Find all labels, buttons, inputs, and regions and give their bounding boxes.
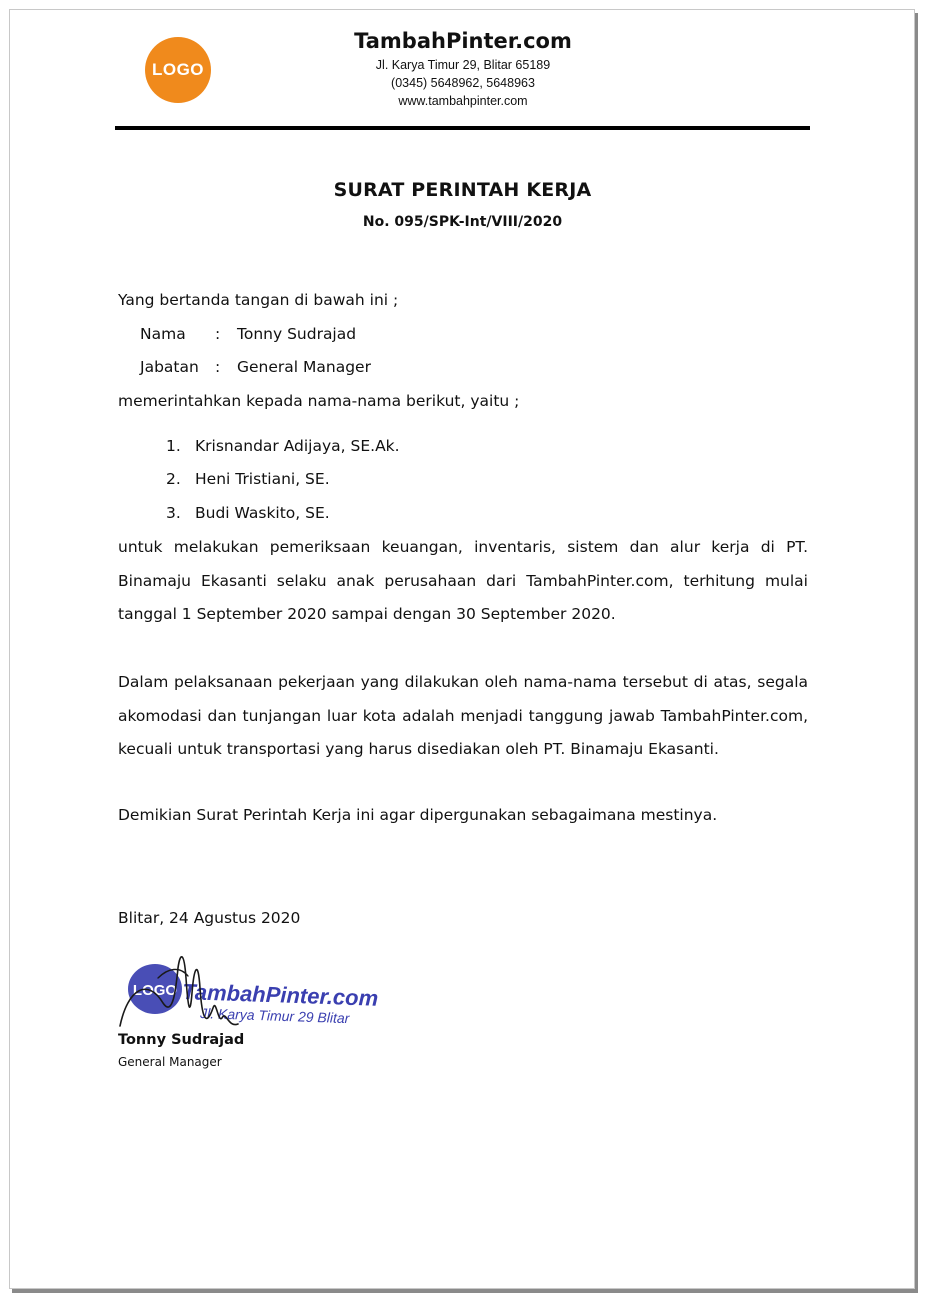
company-website: www.tambahpinter.com xyxy=(398,94,528,108)
field-separator: : xyxy=(215,358,221,376)
field-label-nama: Nama xyxy=(140,325,186,343)
signer-name: Tonny Sudrajad xyxy=(118,1032,245,1048)
order-line: memerintahkan kepada nama-nama berikut, yaitu ; xyxy=(118,392,520,410)
body-paragraph-assignment: untuk melakukan pemeriksaan keuangan, inventaris, sistem dan alur kerja di PT. Binamaju Ekasanti selaku anak perusahaan dari TambahPinter.com, terhitung mulai tanggal 1 September 2020 sampai dengan 30 September 2020. xyxy=(118,538,808,623)
field-value-nama: Tonny Sudrajad xyxy=(237,325,357,343)
company-phone: (0345) 5648962, 5648963 xyxy=(391,76,535,90)
intro-line: Yang bertanda tangan di bawah ini ; xyxy=(118,291,399,309)
document-page xyxy=(9,9,915,1289)
list-item-name: Budi Waskito, SE. xyxy=(195,504,330,522)
document-title: SURAT PERINTAH KERJA xyxy=(333,179,592,201)
body-paragraph-accommodation: Dalam pelaksanaan pekerjaan yang dilakukan oleh nama-nama tersebut di atas, segala akomodasi dan tunjangan luar kota adalah menjadi tanggung jawab TambahPinter.com, kecuali untuk transportasi yang harus disediakan oleh PT. Binamaju Ekasanti. xyxy=(118,673,808,758)
letterhead-divider xyxy=(115,126,810,130)
field-separator: : xyxy=(215,325,221,343)
field-label-jabatan: Jabatan xyxy=(140,358,199,376)
list-item-number: 3. xyxy=(166,504,181,522)
signer-title: General Manager xyxy=(118,1055,222,1069)
company-name: TambahPinter.com xyxy=(354,29,572,53)
stamp-logo-text: LOGO xyxy=(132,982,178,999)
company-stamp xyxy=(118,948,388,1038)
stamp-company-name: TambahPinter.com xyxy=(181,979,379,1011)
document-number: No. 095/SPK-Int/VIII/2020 xyxy=(362,214,563,230)
body-paragraph-closing: Demikian Surat Perintah Kerja ini agar dipergunakan sebagaimana mestinya. xyxy=(118,806,718,824)
place-date: Blitar, 24 Agustus 2020 xyxy=(118,909,301,927)
list-item-name: Krisnandar Adijaya, SE.Ak. xyxy=(195,437,400,455)
field-value-jabatan: General Manager xyxy=(237,358,371,376)
company-address: Jl. Karya Timur 29, Blitar 65189 xyxy=(375,58,551,72)
logo-text: LOGO xyxy=(151,60,205,79)
company-logo xyxy=(145,37,211,103)
list-item-number: 1. xyxy=(166,437,181,455)
list-item-number: 2. xyxy=(166,470,181,488)
stamp-address: Jl. Karya Timur 29 Blitar xyxy=(199,1005,350,1027)
list-item-name: Heni Tristiani, SE. xyxy=(195,470,330,488)
